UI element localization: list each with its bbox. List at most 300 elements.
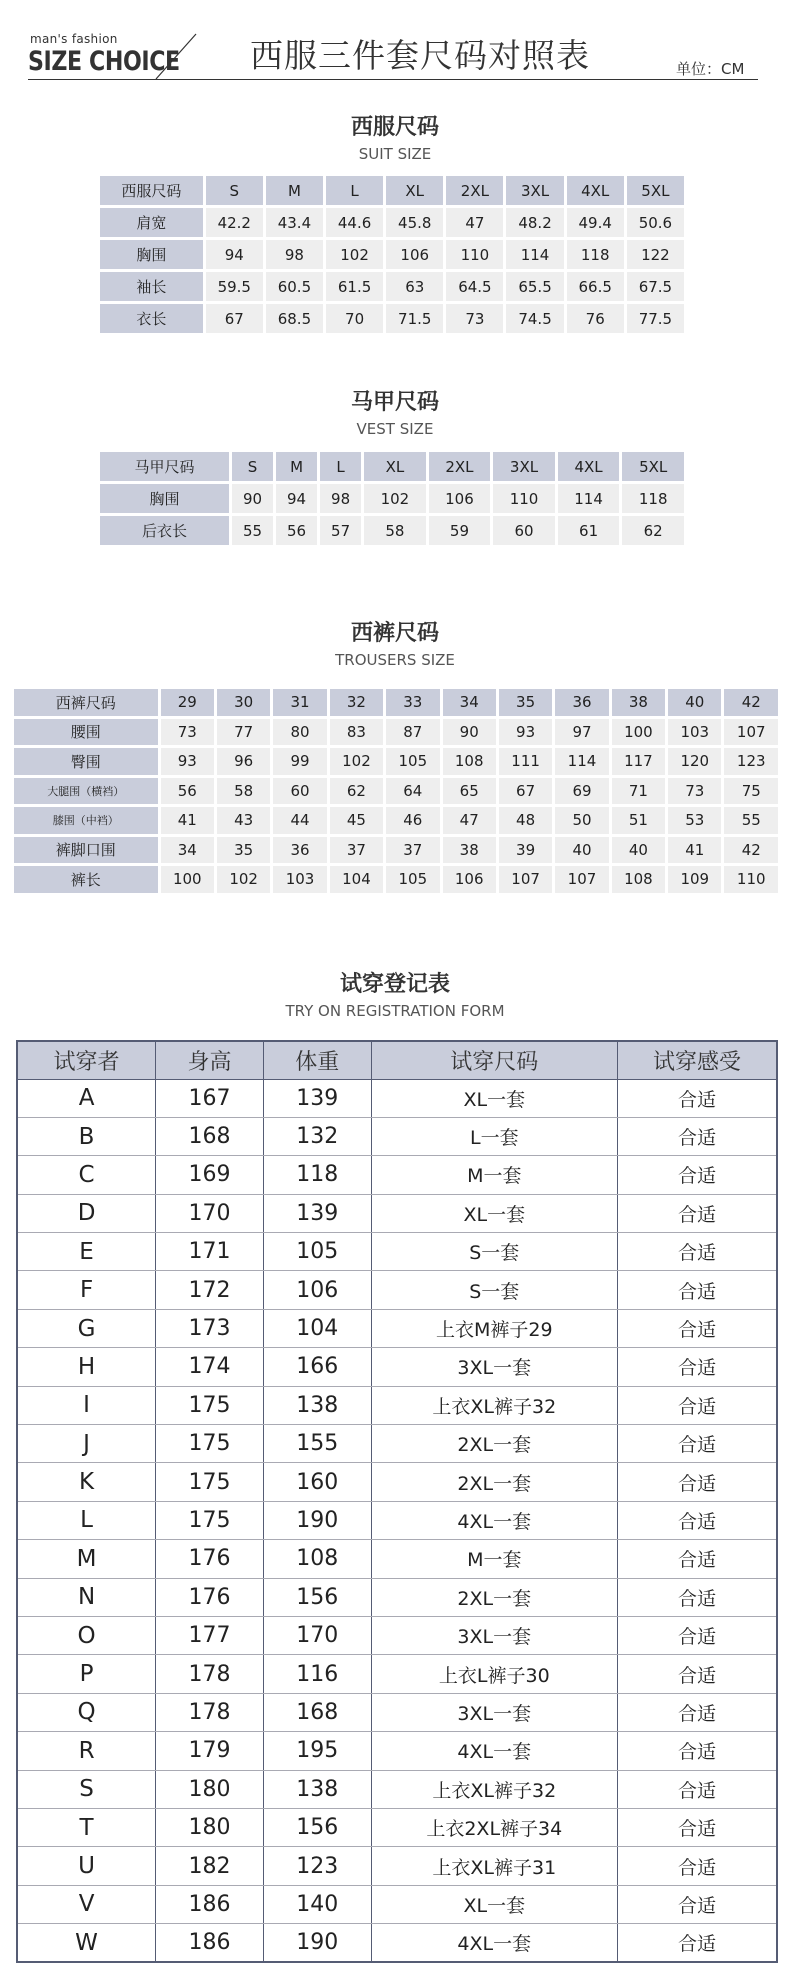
table-cell: 45.8 [386,208,443,237]
table-cell: 53 [668,807,721,834]
table-cell: 168 [156,1117,264,1155]
row-label: 大腿围（横裆） [14,778,158,805]
table-cell: 71 [612,778,665,805]
table-cell: 114 [555,748,608,775]
table-cell: 118 [622,484,684,513]
table-cell: 114 [506,240,563,269]
table-cell: 73 [446,304,503,333]
table-cell: 99 [273,748,326,775]
table-cell: 156 [263,1578,371,1616]
column-header: 2XL [446,176,503,205]
table-cell: H [17,1348,156,1386]
table-row [17,1808,777,1846]
column-header: 体重 [263,1041,371,1079]
table-cell: 46 [386,807,439,834]
table-cell: 176 [156,1578,264,1616]
table-row [17,1924,777,1962]
vest-title-en: VEST SIZE [356,420,434,438]
table-cell: 60 [273,778,326,805]
table-cell: F [17,1271,156,1309]
slash-decoration-icon [150,32,210,80]
trousers-size-table [11,686,781,896]
table-cell: 合适 [617,1770,777,1808]
column-header: L [320,452,361,481]
suit-title-cn: 西服尺码 [350,115,439,140]
table-cell: G [17,1309,156,1347]
table-cell: 合适 [617,1348,777,1386]
table-cell: 38 [443,837,496,864]
table-cell: D [17,1194,156,1232]
table-cell: 37 [330,837,383,864]
table-row [17,1770,777,1808]
table-cell: 43 [217,807,270,834]
table-cell: 169 [156,1156,264,1194]
table-cell: 3XL一套 [371,1616,617,1654]
table-cell: 上衣L裤子30 [371,1655,617,1693]
table-cell: 42.2 [206,208,263,237]
table-cell: 合适 [617,1808,777,1846]
table-cell: 合适 [617,1425,777,1463]
table-cell: B [17,1117,156,1155]
suit-size-table [97,173,687,336]
trousers-section-heading [0,616,790,669]
row-label: 袖长 [100,272,203,301]
column-header: 试穿感受 [617,1041,777,1079]
table-cell: 49.4 [567,208,624,237]
table-cell: 41 [161,807,214,834]
table-cell: 108 [263,1540,371,1578]
table-cell: 2XL一套 [371,1578,617,1616]
column-header: 身高 [156,1041,264,1079]
table-cell: S [17,1770,156,1808]
column-header: L [326,176,383,205]
table-cell: 上衣M裤子29 [371,1309,617,1347]
table-cell: O [17,1616,156,1654]
table-cell: 合适 [617,1463,777,1501]
trousers-title-cn: 西裤尺码 [350,621,439,646]
table-cell: 105 [386,748,439,775]
column-header: 42 [724,689,778,716]
table-row [17,1578,777,1616]
table-cell: 74.5 [506,304,563,333]
table-cell: 107 [724,719,778,746]
table-cell: 103 [668,719,721,746]
table-cell: 102 [326,240,383,269]
table-cell: 186 [156,1924,264,1962]
column-header: 5XL [622,452,684,481]
table-cell: T [17,1808,156,1846]
table-row [17,1271,777,1309]
table-cell: 175 [156,1501,264,1539]
table-cell: J [17,1425,156,1463]
table-cell: 47 [443,807,496,834]
column-header: 3XL [506,176,563,205]
row-label: 膝围（中裆） [14,807,158,834]
vest-section-heading [0,385,790,438]
table-cell: 36 [273,837,326,864]
table-cell: R [17,1732,156,1770]
tryon-registration-table [16,1040,778,1963]
table-cell: 168 [263,1693,371,1731]
table-cell: 106 [443,866,496,893]
column-header: 38 [612,689,665,716]
table-cell: 63 [386,272,443,301]
table-cell: L [17,1501,156,1539]
table-cell: 186 [156,1885,264,1923]
table-cell: 98 [320,484,361,513]
column-header: 32 [330,689,383,716]
column-header: 马甲尺码 [100,452,229,481]
table-cell: 182 [156,1847,264,1885]
suit-title-en: SUIT SIZE [358,145,432,163]
table-cell: 44 [273,807,326,834]
table-cell: 174 [156,1348,264,1386]
table-cell: 103 [273,866,326,893]
table-cell: 171 [156,1233,264,1271]
table-cell: 105 [263,1233,371,1271]
suit-section-heading [0,110,790,163]
table-cell: 105 [386,866,439,893]
table-cell: 64.5 [446,272,503,301]
table-cell: 90 [443,719,496,746]
table-cell: 97 [555,719,608,746]
table-cell: I [17,1386,156,1424]
column-header: 5XL [627,176,684,205]
table-cell: K [17,1463,156,1501]
table-cell: 40 [555,837,608,864]
table-cell: 59 [429,516,491,545]
table-cell: 合适 [617,1386,777,1424]
table-cell: 67.5 [627,272,684,301]
table-cell: 77 [217,719,270,746]
table-cell: 合适 [617,1194,777,1232]
vest-title-cn: 马甲尺码 [350,390,439,415]
table-cell: 合适 [617,1079,777,1117]
table-cell: 93 [499,719,552,746]
table-cell: 70 [326,304,383,333]
table-cell: 94 [276,484,317,513]
table-cell: 80 [273,719,326,746]
table-cell: 合适 [617,1578,777,1616]
table-cell: W [17,1924,156,1962]
table-row [100,240,684,269]
table-cell: 166 [263,1348,371,1386]
table-cell: 83 [330,719,383,746]
unit-label: 单位：CM [676,60,745,78]
table-cell: 122 [627,240,684,269]
column-header: 3XL [493,452,555,481]
table-cell: N [17,1578,156,1616]
column-header: XL [386,176,443,205]
table-cell: 57 [320,516,361,545]
table-row [14,866,778,893]
table-row [14,837,778,864]
table-cell: 118 [567,240,624,269]
table-row [17,1079,777,1117]
table-row [100,484,684,513]
table-cell: 合适 [617,1655,777,1693]
table-cell: 4XL一套 [371,1732,617,1770]
table-cell: 上衣2XL裤子34 [371,1808,617,1846]
table-cell: 138 [263,1386,371,1424]
table-cell: 102 [330,748,383,775]
table-cell: 61.5 [326,272,383,301]
header-divider [28,79,758,80]
table-cell: 64 [386,778,439,805]
table-cell: 44.6 [326,208,383,237]
table-cell: 139 [263,1194,371,1232]
column-header: M [266,176,323,205]
table-cell: 41 [668,837,721,864]
table-cell: 65.5 [506,272,563,301]
table-row [17,1616,777,1654]
table-row [17,1348,777,1386]
table-cell: 155 [263,1425,371,1463]
row-label: 裤长 [14,866,158,893]
table-cell: 47 [446,208,503,237]
table-row [14,748,778,775]
table-cell: 合适 [617,1616,777,1654]
table-cell: 34 [161,837,214,864]
column-header: 35 [499,689,552,716]
table-cell: 114 [558,484,620,513]
table-row [17,1847,777,1885]
table-cell: XL一套 [371,1194,617,1232]
table-cell: 98 [266,240,323,269]
table-cell: 107 [499,866,552,893]
table-cell: 109 [668,866,721,893]
table-cell: 60.5 [266,272,323,301]
table-row [17,1655,777,1693]
table-row [17,1540,777,1578]
column-header: 4XL [558,452,620,481]
table-cell: 67 [499,778,552,805]
table-cell: 48.2 [506,208,563,237]
table-cell: 2XL一套 [371,1425,617,1463]
table-row [100,208,684,237]
table-cell: 59.5 [206,272,263,301]
page-title: 西服三件套尺码对照表 [250,36,590,75]
table-cell: XL一套 [371,1079,617,1117]
table-cell: 160 [263,1463,371,1501]
table-row [17,1885,777,1923]
table-cell: P [17,1655,156,1693]
table-cell: M [17,1540,156,1578]
table-cell: 50.6 [627,208,684,237]
table-cell: XL一套 [371,1885,617,1923]
table-cell: A [17,1079,156,1117]
table-cell: 合适 [617,1271,777,1309]
table-cell: 65 [443,778,496,805]
column-header: 40 [668,689,721,716]
table-cell: 合适 [617,1233,777,1271]
table-cell: 117 [612,748,665,775]
column-header: 34 [443,689,496,716]
row-label: 胸围 [100,240,203,269]
tryon-title-cn: 试穿登记表 [339,972,450,997]
column-header: 30 [217,689,270,716]
table-cell: 76 [567,304,624,333]
table-cell: 100 [612,719,665,746]
table-cell: M一套 [371,1540,617,1578]
table-cell: S一套 [371,1271,617,1309]
table-cell: 140 [263,1885,371,1923]
row-label: 衣长 [100,304,203,333]
table-cell: 104 [330,866,383,893]
table-cell: C [17,1156,156,1194]
table-cell: 93 [161,748,214,775]
table-cell: 合适 [617,1732,777,1770]
table-cell: U [17,1847,156,1885]
table-cell: 107 [555,866,608,893]
table-cell: 106 [386,240,443,269]
table-cell: 3XL一套 [371,1348,617,1386]
row-label: 胸围 [100,484,229,513]
table-cell: 77.5 [627,304,684,333]
table-cell: 167 [156,1079,264,1117]
tryon-title-en: TRY ON REGISTRATION FORM [285,1002,505,1020]
table-cell: 合适 [617,1885,777,1923]
table-cell: 4XL一套 [371,1924,617,1962]
table-cell: 110 [493,484,555,513]
table-cell: 94 [206,240,263,269]
table-cell: 180 [156,1770,264,1808]
table-cell: 合适 [617,1540,777,1578]
page-header [0,0,790,90]
table-cell: 合适 [617,1501,777,1539]
row-label: 腰围 [14,719,158,746]
table-row [17,1194,777,1232]
table-row [17,1732,777,1770]
table-cell: E [17,1233,156,1271]
table-cell: Q [17,1693,156,1731]
table-cell: 132 [263,1117,371,1155]
column-header: 29 [161,689,214,716]
row-label: 肩宽 [100,208,203,237]
table-cell: 111 [499,748,552,775]
table-cell: 39 [499,837,552,864]
table-cell: 139 [263,1079,371,1117]
table-cell: 35 [217,837,270,864]
column-header: 2XL [429,452,491,481]
table-cell: 156 [263,1808,371,1846]
table-cell: 195 [263,1732,371,1770]
table-cell: 110 [446,240,503,269]
table-cell: 4XL一套 [371,1501,617,1539]
table-row [100,516,684,545]
table-header-row [17,1041,777,1079]
table-cell: 55 [724,807,778,834]
column-header: 31 [273,689,326,716]
table-row [100,272,684,301]
table-cell: 179 [156,1732,264,1770]
table-cell: 合适 [617,1693,777,1731]
table-cell: 73 [668,778,721,805]
table-cell: 170 [156,1194,264,1232]
table-row [17,1117,777,1155]
column-header: M [276,452,317,481]
table-row [14,719,778,746]
table-cell: 40 [612,837,665,864]
table-row [17,1501,777,1539]
column-header: 试穿者 [17,1041,156,1079]
table-cell: 45 [330,807,383,834]
column-header: 33 [386,689,439,716]
table-cell: 177 [156,1616,264,1654]
table-cell: 104 [263,1309,371,1347]
table-row [100,304,684,333]
column-header: 36 [555,689,608,716]
table-cell: 51 [612,807,665,834]
table-cell: 118 [263,1156,371,1194]
table-cell: 58 [364,516,426,545]
table-row [17,1425,777,1463]
table-cell: 合适 [617,1924,777,1962]
row-label: 裤脚口围 [14,837,158,864]
table-cell: 172 [156,1271,264,1309]
table-cell: L一套 [371,1117,617,1155]
table-cell: 合适 [617,1156,777,1194]
table-header-row [100,176,684,205]
table-cell: 67 [206,304,263,333]
table-cell: 3XL一套 [371,1693,617,1731]
table-cell: 178 [156,1693,264,1731]
column-header: 西裤尺码 [14,689,158,716]
table-cell: 62 [330,778,383,805]
table-cell: 180 [156,1808,264,1846]
table-cell: 90 [232,484,273,513]
table-cell: 55 [232,516,273,545]
table-cell: 108 [612,866,665,893]
table-cell: M一套 [371,1156,617,1194]
table-cell: 71.5 [386,304,443,333]
column-header: 西服尺码 [100,176,203,205]
table-cell: 50 [555,807,608,834]
table-cell: 170 [263,1616,371,1654]
table-cell: 73 [161,719,214,746]
table-cell: 上衣XL裤子32 [371,1770,617,1808]
table-row [14,807,778,834]
column-header: XL [364,452,426,481]
table-cell: 100 [161,866,214,893]
table-cell: 173 [156,1309,264,1347]
table-cell: 176 [156,1540,264,1578]
table-row [17,1156,777,1194]
table-cell: 69 [555,778,608,805]
table-row [17,1233,777,1271]
table-cell: 87 [386,719,439,746]
column-header: S [232,452,273,481]
table-cell: 合适 [617,1847,777,1885]
table-cell: 96 [217,748,270,775]
tryon-section-heading [0,967,790,1020]
table-cell: 66.5 [567,272,624,301]
table-cell: 2XL一套 [371,1463,617,1501]
table-cell: 75 [724,778,778,805]
table-cell: 56 [161,778,214,805]
table-cell: 106 [429,484,491,513]
table-row [17,1693,777,1731]
table-row [17,1309,777,1347]
trousers-title-en: TROUSERS SIZE [335,651,455,669]
table-cell: 110 [724,866,778,893]
table-cell: 102 [217,866,270,893]
table-cell: 175 [156,1425,264,1463]
table-cell: V [17,1885,156,1923]
table-cell: 61 [558,516,620,545]
table-cell: 56 [276,516,317,545]
table-cell: 合适 [617,1309,777,1347]
